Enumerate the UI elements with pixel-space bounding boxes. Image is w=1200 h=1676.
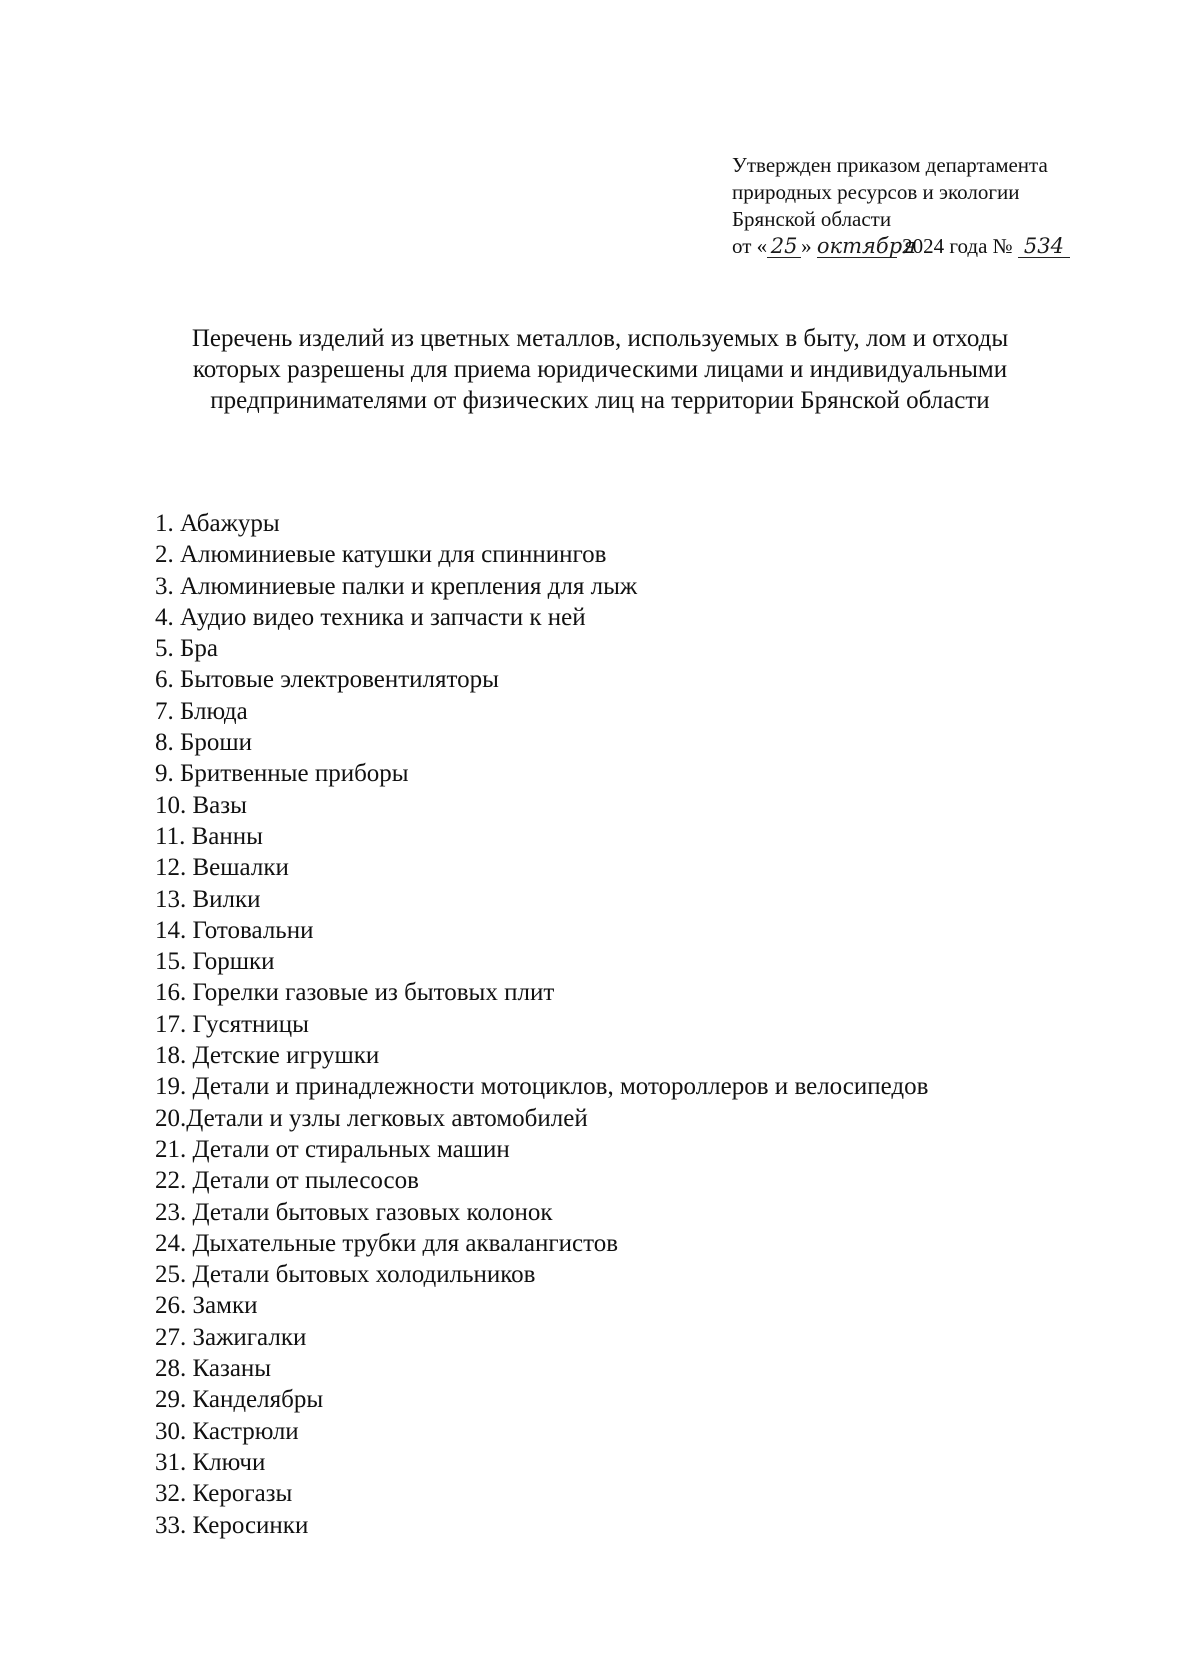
- list-item: 18. Детские игрушки: [155, 1042, 380, 1070]
- handwritten-month: октября: [816, 234, 917, 258]
- handwritten-order-number: 534: [1018, 235, 1070, 258]
- list-item: 25. Детали бытовых холодильников: [155, 1261, 536, 1289]
- list-item: 33. Керосинки: [155, 1511, 309, 1539]
- title-line-1: Перечень изделий из цветных металлов, используемых в быту, лом и отходы: [191, 325, 1009, 352]
- list-item: 6. Бытовые электровентиляторы: [155, 666, 499, 694]
- list-item: 14. Готовальни: [155, 916, 314, 944]
- list-item: 1. Абажуры: [155, 510, 280, 537]
- list-item: 23. Детали бытовых газовых колонок: [155, 1198, 553, 1226]
- list-item: 19. Детали и принадлежности мотоциклов, мотороллеров и велосипедов: [155, 1073, 929, 1101]
- list-item: 9. Бритвенные приборы: [155, 760, 409, 788]
- list-item: 27. Зажигалки: [155, 1323, 307, 1351]
- approval-block: [732, 152, 1172, 260]
- list-item: 15. Горшки: [155, 948, 275, 976]
- list-item: 22. Детали от пылесосов: [155, 1167, 419, 1195]
- handwritten-day: 25: [767, 235, 801, 258]
- date-year: 2024 года №: [902, 234, 1013, 258]
- list-item: 13. Вилки: [155, 885, 261, 913]
- date-prefix: от «: [732, 234, 768, 258]
- approval-line-3: Брянской области: [732, 207, 892, 231]
- list-item: 20.Детали и узлы легковых автомобилей: [155, 1104, 588, 1132]
- list-item: 5. Бра: [155, 635, 218, 663]
- list-item: 31. Ключи: [155, 1448, 266, 1476]
- list-item: 7. Блюда: [155, 697, 248, 725]
- list-item: 10. Вазы: [155, 791, 247, 819]
- list-item: 2. Алюминиевые катушки для спиннингов: [155, 541, 607, 569]
- items-list: [155, 508, 928, 1541]
- list-item: 4. Аудио видео техника и запчасти к ней: [155, 603, 586, 631]
- date-mid: »: [801, 234, 812, 258]
- approval-line-1: Утвержден приказом департамента: [732, 153, 1048, 177]
- list-item: 17. Гусятницы: [155, 1010, 309, 1038]
- list-item: 32. Керогазы: [155, 1480, 293, 1508]
- approval-line-2: природных ресурсов и экологии: [732, 180, 1020, 204]
- approval-date-line: [732, 233, 1172, 260]
- list-item: 21. Детали от стиральных машин: [155, 1135, 510, 1163]
- list-item: 30. Кастрюли: [155, 1417, 299, 1445]
- list-item: 8. Броши: [155, 729, 252, 757]
- list-item: 29. Канделябры: [155, 1386, 324, 1414]
- list-item: 16. Горелки газовые из бытовых плит: [155, 979, 555, 1007]
- document-title: [100, 323, 1100, 416]
- list-item: 26. Замки: [155, 1292, 258, 1320]
- list-item: 28. Казаны: [155, 1355, 272, 1383]
- list-item: 24. Дыхательные трубки для аквалангистов: [155, 1229, 619, 1257]
- list-item: 3. Алюминиевые палки и крепления для лыж: [155, 572, 638, 600]
- title-line-2: которых разрешены для приема юридическими лицами и индивидуальными: [192, 356, 1008, 383]
- list-item: 12. Вешалки: [155, 854, 289, 882]
- title-line-3: предпринимателями от физических лиц на территории Брянской области: [210, 387, 990, 414]
- list-item: 11. Ванны: [155, 822, 263, 850]
